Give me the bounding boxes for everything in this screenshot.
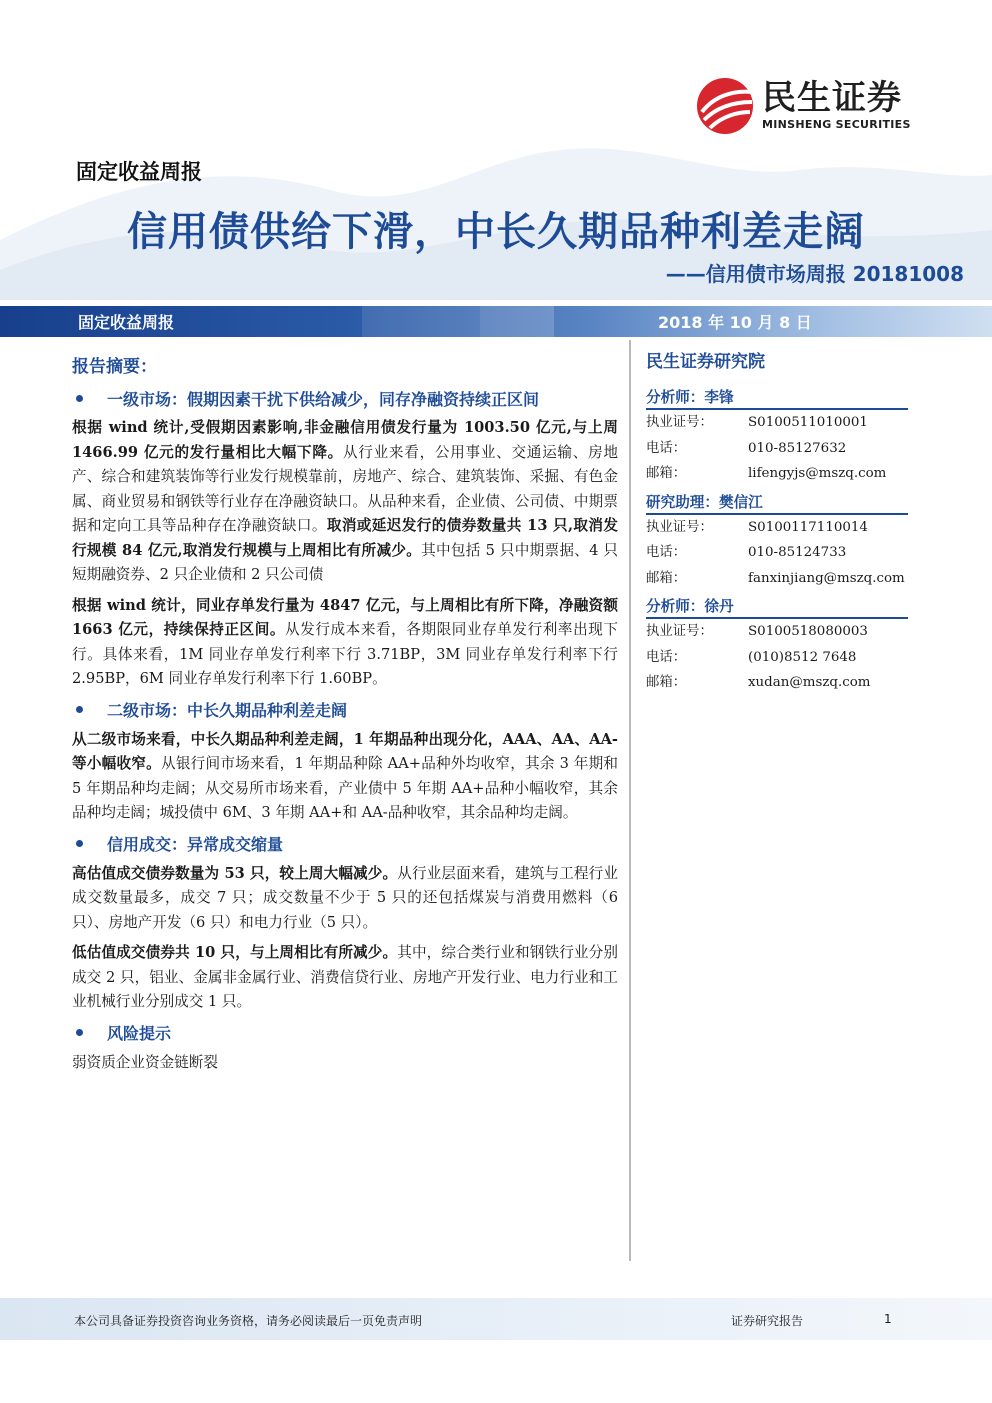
body-text: 其中，综合类行业和钢铁行业分别成交 2 只，铝业、金属非金属行业、消费信贷行业、房地产开发行业、电力行业和工业机械行业分别成交 1 只。 bbox=[72, 944, 618, 1010]
contact-label: 邮箱： bbox=[646, 570, 687, 586]
section-heading bbox=[72, 386, 618, 410]
contact-value: lifengyjs@mszq.com bbox=[748, 466, 887, 481]
analyst-contact-row bbox=[646, 670, 908, 696]
analyst-name: 研究助理：樊信江 bbox=[646, 491, 908, 515]
analyst-sidebar bbox=[646, 348, 908, 700]
contact-label: 邮箱： bbox=[646, 466, 687, 481]
report-subtitle: ——信用债市场周报 20181008 bbox=[665, 262, 964, 286]
contact-label: 电话： bbox=[646, 440, 687, 456]
footer-label: 证券研究报告 bbox=[731, 1314, 804, 1328]
contact-label: 执业证号： bbox=[646, 519, 713, 535]
report-summary bbox=[72, 352, 618, 1081]
body-text: 从发行成本来看，各期限同业存单发行利率出现下行。具体来看，1M 同业存单发行利率下行 3.71BP，3M 同业存单发行利率下行 2.95BP，6M 同业存单发行利率下行 1.60BP。 bbox=[72, 621, 618, 687]
footer-disclaimer: 本公司具备证券投资咨询业务资格，请务必阅读最后一页免责声明 bbox=[74, 1314, 423, 1328]
contact-label: 电话： bbox=[646, 545, 687, 560]
contact-label: 电话： bbox=[646, 649, 687, 665]
document-type: 固定收益周报 bbox=[76, 159, 202, 184]
contact-label: 执业证号： bbox=[646, 624, 713, 639]
section-heading bbox=[72, 832, 618, 856]
emphasis-text: 根据 wind 统计,受假期因素影响,非金融信用债发行量为 1003.50 亿元,与上周 1466.99 亿元的发行量相比大幅下降。 bbox=[72, 419, 618, 461]
bullet-dot-icon bbox=[76, 1029, 83, 1036]
analyst-card bbox=[646, 595, 908, 696]
report-date: 2018 年 10 月 8 日 bbox=[658, 313, 812, 332]
section-heading-text: 风险提示 bbox=[107, 1024, 172, 1043]
bullet-dot-icon bbox=[76, 395, 83, 402]
logo-swirl-icon bbox=[694, 76, 756, 136]
body-text: 其中包括 5 只中期票据、4 只短期融资券、2 只企业债和 2 只公司债 bbox=[72, 541, 618, 583]
section-heading-text: 二级市场：中长久期品种利差走阔 bbox=[107, 701, 348, 720]
company-logo bbox=[694, 76, 924, 138]
banner-category: 固定收益周报 bbox=[78, 313, 175, 332]
summary-paragraph bbox=[72, 416, 618, 588]
analyst-list bbox=[646, 386, 908, 696]
page-footer bbox=[0, 1298, 992, 1340]
research-institute: 民生证券研究院 bbox=[646, 352, 765, 372]
summary-paragraph bbox=[72, 594, 618, 692]
analyst-name: 分析师：李锋 bbox=[646, 386, 908, 410]
contact-label: 执业证号： bbox=[646, 415, 713, 430]
analyst-card bbox=[646, 491, 908, 592]
summary-sections bbox=[72, 386, 618, 1075]
body-text: 从行业来看，公用事业、交通运输、房地产、综合和建筑装饰等行业发行规模靠前，房地产、综合、建筑装饰、采掘、有色金属、商业贸易和钢铁等行业存在净融资缺口。从品种来看，企业债、公司债、中期票据和定向工具等品种存在净融资缺口。 bbox=[72, 443, 618, 534]
emphasis-text: 低估值成交债券共 10 只，与上周相比有所减少。 bbox=[72, 944, 398, 961]
report-title: 信用债供给下滑，中长久期品种利差走阔 bbox=[127, 209, 865, 255]
bullet-dot-icon bbox=[76, 706, 83, 713]
analyst-name: 分析师：徐丹 bbox=[646, 595, 908, 619]
bullet-dot-icon bbox=[76, 840, 83, 847]
summary-paragraph bbox=[72, 1051, 618, 1076]
header-banner bbox=[0, 306, 992, 337]
contact-value: S0100511010001 bbox=[748, 415, 868, 430]
section-heading bbox=[72, 1021, 618, 1045]
analyst-contact-row bbox=[646, 515, 908, 541]
summary-title: 报告摘要： bbox=[72, 357, 157, 377]
logo-english-name: MINSHENG SECURITIES bbox=[762, 118, 911, 131]
analyst-contact-row bbox=[646, 461, 908, 487]
section-heading-text: 一级市场：假期因素干扰下供给减少，同存净融资持续正区间 bbox=[107, 389, 540, 409]
body-text: 从行业层面来看，建筑与工程行业成交数量最多，成交 7 只；成交数量不少于 5 只的还包括煤炭与消费用燃料（6 只）、房地产开发（6 只）和电力行业（5 只）。 bbox=[72, 864, 618, 931]
body-text: 弱资质企业资金链断裂 bbox=[72, 1053, 218, 1071]
page-number: 1 bbox=[884, 1312, 892, 1326]
body-text: 从银行间市场来看，1 年期品种除 AA+品种外均收窄，其余 3 年期和 5 年期品种均走阔；从交易所市场来看，产业债中 5 年期 AA+品种小幅收窄，其余品种均走阔；城投债中 6M、3 年期 AA+和 AA-品种收窄，其余品种均走阔。 bbox=[72, 755, 618, 821]
contact-value: S0100518080003 bbox=[748, 624, 868, 639]
section-heading-text: 信用成交：异常成交缩量 bbox=[107, 835, 284, 854]
emphasis-text: 取消或延迟发行的债券数量共 13 只,取消发行规模 84 亿元,取消发行规模与上周相比有所减少。 bbox=[72, 517, 618, 559]
emphasis-text: 从二级市场来看，中长久期品种利差走阔，1 年期品种出现分化，AAA、AA、AA-等小幅收窄。 bbox=[72, 730, 618, 772]
analyst-contact-row bbox=[646, 540, 908, 566]
contact-value: xudan@mszq.com bbox=[748, 675, 871, 690]
contact-value: S0100117110014 bbox=[748, 519, 868, 535]
analyst-card bbox=[646, 386, 908, 487]
logo-chinese-name: 民生证券 bbox=[762, 78, 902, 118]
summary-paragraph bbox=[72, 862, 618, 936]
emphasis-text: 高估值成交债券数量为 53 只，较上周大幅减少。 bbox=[72, 864, 398, 882]
analyst-contact-row bbox=[646, 619, 908, 645]
summary-paragraph bbox=[72, 941, 618, 1015]
emphasis-text: 根据 wind 统计，同业存单发行量为 4847 亿元，与上周相比有所下降，净融资额 1663 亿元，持续保持正区间。 bbox=[72, 596, 618, 638]
summary-paragraph bbox=[72, 728, 618, 826]
column-divider bbox=[629, 340, 631, 1261]
contact-value: (010)8512 7648 bbox=[748, 649, 857, 665]
analyst-contact-row bbox=[646, 410, 908, 436]
contact-label: 邮箱： bbox=[646, 675, 687, 690]
analyst-contact-row bbox=[646, 645, 908, 671]
contact-value: 010-85127632 bbox=[748, 440, 847, 456]
section-heading bbox=[72, 698, 618, 722]
contact-value: fanxinjiang@mszq.com bbox=[748, 570, 905, 586]
analyst-contact-row bbox=[646, 436, 908, 462]
contact-value: 010-85124733 bbox=[748, 545, 847, 560]
analyst-contact-row bbox=[646, 566, 908, 592]
